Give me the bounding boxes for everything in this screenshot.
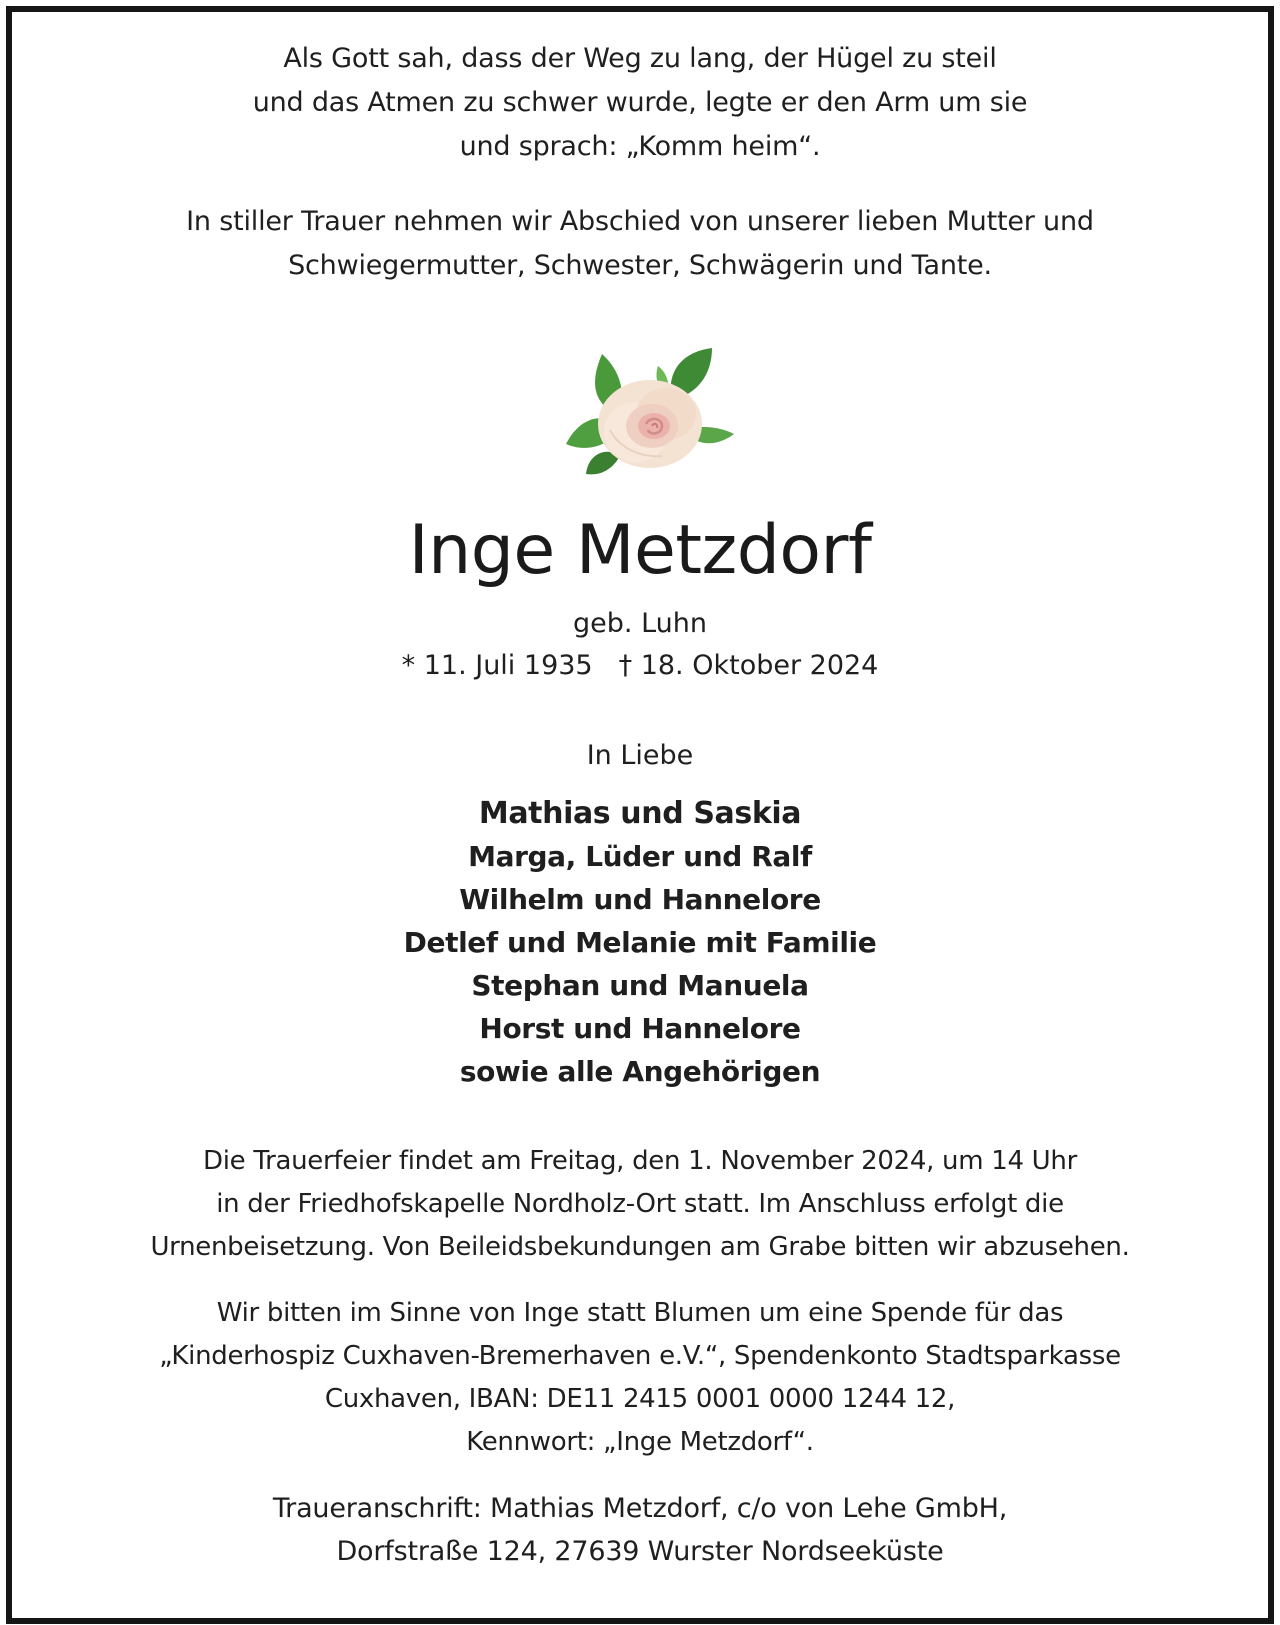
mourner-line: Mathias und Saskia — [478, 796, 802, 831]
mourner-line: sowie alle Angehörigen — [459, 1055, 821, 1088]
ceremony-line: Die Trauerfeier findet am Freitag, den 1. November 2024, um 14 Uhr — [203, 1146, 1077, 1176]
ceremony-line: in der Friedhofskapelle Nordholz-Ort statt. Im Anschluss erfolgt die — [216, 1189, 1064, 1219]
mourner-line: Horst und Hannelore — [479, 1012, 801, 1045]
poem-line: und das Atmen zu schwer wurde, legte er den Arm um sie — [252, 87, 1028, 118]
intro-line: Schwiegermutter, Schwester, Schwägerin und Tante. — [288, 250, 992, 281]
poem-line: Als Gott sah, dass der Weg zu lang, der Hügel zu steil — [283, 43, 997, 74]
life-dates — [12, 649, 1268, 683]
in-love-label: In Liebe — [586, 740, 694, 771]
mourners-list — [12, 792, 1268, 1093]
mourner-line: Marga, Lüder und Ralf — [468, 840, 812, 873]
address-line: Traueranschrift: Mathias Metzdorf, c/o von Lehe GmbH, — [272, 1493, 1008, 1524]
address-line: Dorfstraße 124, 27639 Wurster Nordseeküste — [336, 1536, 944, 1567]
ceremony-info — [12, 1140, 1268, 1269]
mourning-address — [12, 1487, 1268, 1573]
maiden-name: geb. Luhn — [573, 608, 707, 639]
death-date: † 18. Oktober 2024 — [618, 650, 879, 681]
donation-line: Cuxhaven, IBAN: DE11 2415 0001 0000 1244 12, — [324, 1384, 956, 1414]
intro-line: In stiller Trauer nehmen wir Abschied von unserer lieben Mutter und — [186, 206, 1094, 237]
poem — [12, 37, 1268, 169]
mourner-line: Wilhelm und Hannelore — [459, 883, 821, 916]
donation-line: Kennwort: „Inge Metzdorf“. — [466, 1427, 814, 1457]
poem-line: und sprach: „Komm heim“. — [459, 131, 821, 162]
intro-text — [12, 200, 1268, 288]
rose-icon — [562, 342, 742, 492]
deceased-name: Inge Metzdorf — [408, 511, 872, 590]
donation-line: Wir bitten im Sinne von Inge statt Blumen um eine Spende für das — [216, 1298, 1064, 1328]
mourner-line: Detlef und Melanie mit Familie — [403, 926, 877, 959]
birth-date: * 11. Juli 1935 — [401, 650, 593, 681]
donation-line: „Kinderhospiz Cuxhaven-Bremerhaven e.V.“, Spendenkonto Stadtsparkasse — [159, 1341, 1121, 1371]
ceremony-line: Urnenbeisetzung. Von Beileidsbekundungen am Grabe bitten wir abzusehen. — [150, 1232, 1130, 1262]
donation-info — [12, 1292, 1268, 1464]
mourner-line: Stephan und Manuela — [471, 969, 809, 1002]
obituary-notice — [6, 6, 1274, 1624]
